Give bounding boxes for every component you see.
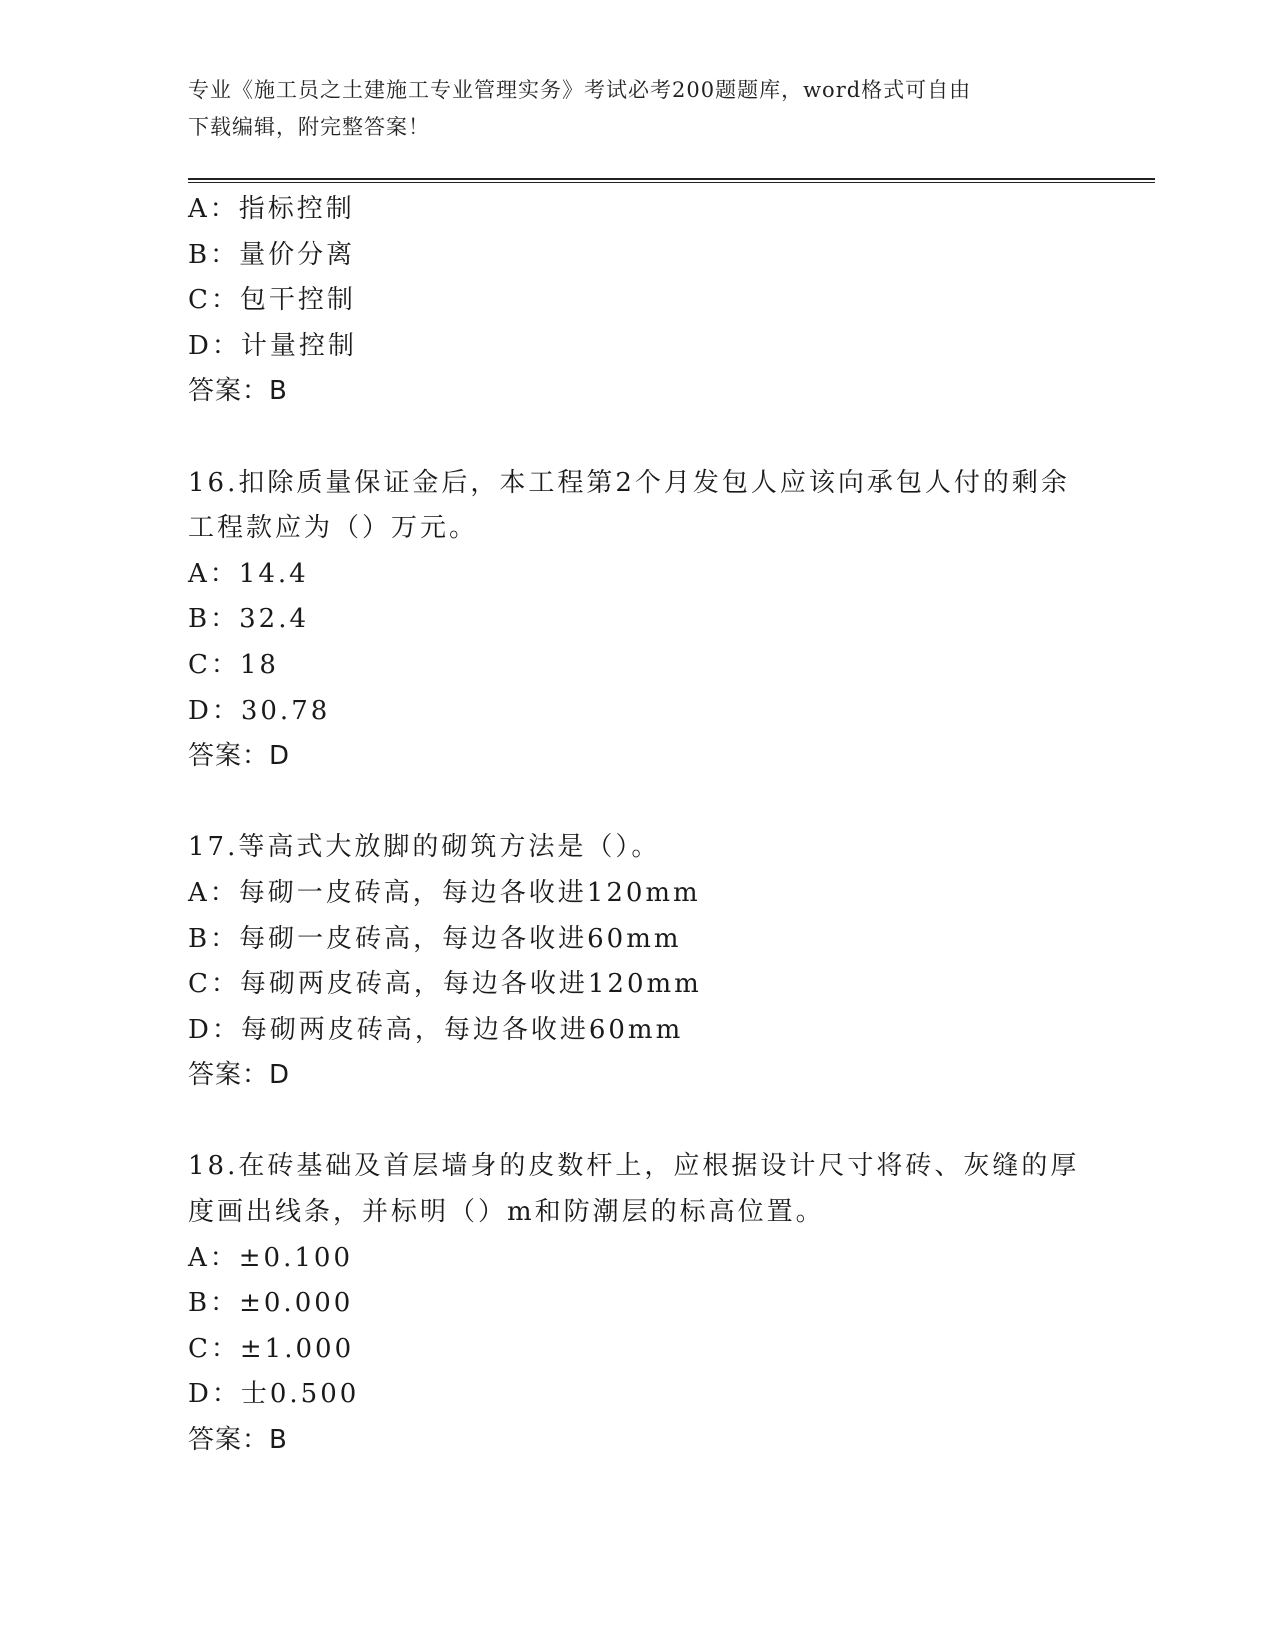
question-list (188, 187, 1088, 1464)
spacer (188, 1099, 1088, 1145)
document-header (188, 72, 1088, 146)
question-text-line-1: 16.扣除质量保证金后，本工程第2个月发包人应该向承包人付的剩余 (188, 467, 1070, 498)
question-text-line-1: 18.在砖基础及首层墙身的皮数杆上，应根据设计尺寸将砖、灰缝的厚 (188, 1151, 1080, 1182)
option-b: B：±0.000 (188, 1288, 354, 1319)
option-c: C：±1.000 (188, 1333, 355, 1364)
option-a: A：每砌一皮砖高，每边各收进120mm (188, 877, 701, 908)
spacer (188, 415, 1088, 461)
option-a: A：14.4 (188, 558, 309, 589)
option-d: D：计量控制 (188, 330, 357, 361)
question-18 (188, 1144, 1088, 1463)
option-d: D：士0.500 (188, 1379, 360, 1410)
answer-line: 答案：B (188, 376, 288, 407)
header-divider-thin (188, 182, 1155, 183)
question-text-line-2: 工程款应为（）万元。 (188, 513, 479, 544)
option-c: C：包干控制 (188, 285, 356, 316)
header-line-2: 下载编辑，附完整答案！ (188, 115, 430, 139)
option-c: C：每砌两皮砖高，每边各收进120mm (188, 969, 702, 1000)
option-a: A：±0.100 (188, 1242, 353, 1273)
option-d: D：每砌两皮砖高，每边各收进60mm (188, 1014, 684, 1045)
option-a: A：指标控制 (188, 194, 355, 224)
option-c: C：18 (188, 649, 279, 680)
question-text-line-1: 17.等高式大放脚的砌筑方法是（）。 (188, 832, 661, 863)
spacer (188, 780, 1088, 826)
partial-question (188, 187, 1088, 415)
answer-line: 答案：D (188, 1060, 291, 1091)
option-b: B：每砌一皮砖高，每边各收进60mm (188, 923, 682, 954)
option-b: B：32.4 (188, 604, 309, 635)
answer-line: 答案：B (188, 1425, 288, 1456)
header-divider-thick (188, 178, 1155, 180)
answer-line: 答案：D (188, 741, 291, 772)
option-d: D：30.78 (188, 695, 331, 726)
question-16 (188, 461, 1088, 780)
option-b: B：量价分离 (188, 239, 356, 270)
question-17 (188, 825, 1088, 1099)
header-line-1: 专业《施工员之土建施工专业管理实务》考试必考200题题库，word格式可自由 (188, 78, 972, 102)
question-text-line-2: 度画出线条，并标明（）m和防潮层的标高位置。 (188, 1197, 825, 1228)
